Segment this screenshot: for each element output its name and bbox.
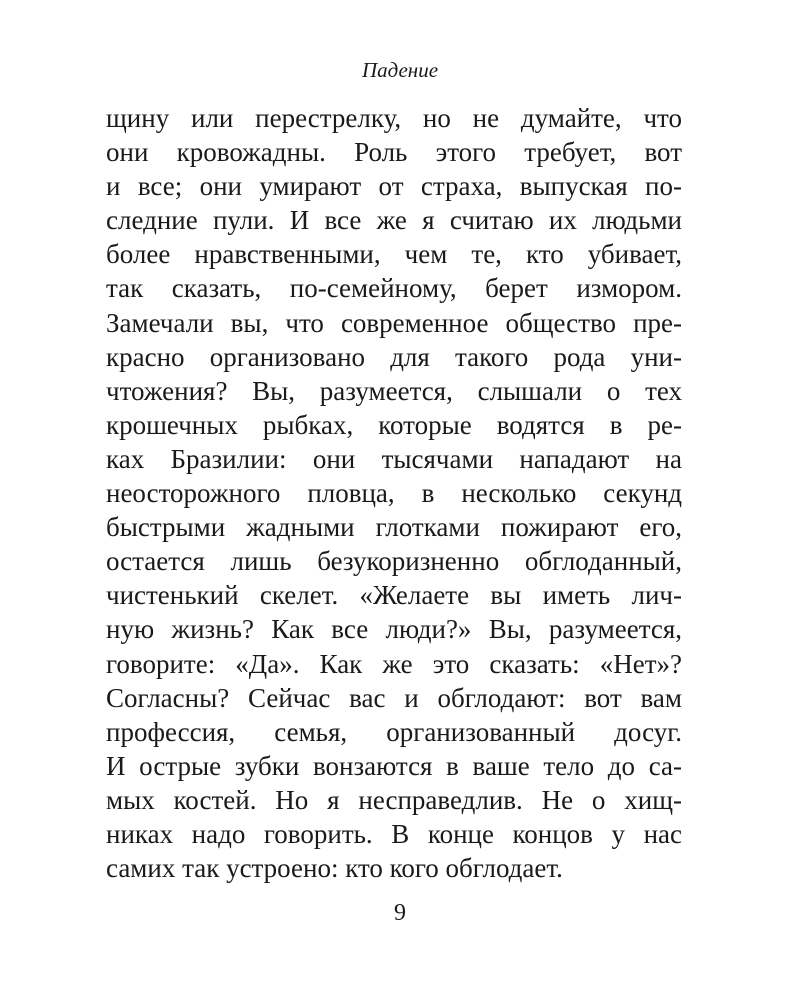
text-line: Замечали вы, что современное общество пре- — [106, 307, 682, 338]
text-line: так сказать, по-семейному, берет измором. — [106, 273, 682, 304]
body-text — [106, 101, 682, 885]
text-line: щину или перестрелку, но не думайте, что — [106, 103, 682, 133]
text-line: следние пули. И все же я считаю их людьми — [106, 205, 682, 236]
text-line: мых костей. Но я несправедлив. Не о хищ- — [106, 784, 682, 815]
text-line: чистенький скелет. «Желаете вы иметь лич- — [106, 580, 682, 611]
text-line: профессия, семья, организованный досуг. — [106, 716, 682, 747]
text-line: чтожения? Вы, разумеется, слышали о тех — [106, 375, 682, 406]
text-line: Согласны? Сейчас вас и обглодают: вот вам — [106, 682, 682, 713]
text-line: и все; они умирают от страха, выпуская по- — [106, 171, 682, 202]
text-line: быстрыми жадными глотками пожирают его, — [106, 512, 682, 543]
text-line: более нравственными, чем те, кто убивает, — [106, 239, 682, 270]
text-line: остается лишь безукоризненно обглоданный, — [106, 546, 682, 577]
text-line: ную жизнь? Как все люди?» Вы, разумеется, — [106, 614, 682, 645]
text-line: неосторожного пловца, в несколько секунд — [106, 478, 682, 509]
page-number: 9 — [394, 900, 406, 926]
text-line: никах надо говорить. В конце концов у нас — [106, 818, 682, 849]
text-line: И острые зубки вонзаются в ваше тело до са- — [106, 750, 682, 781]
text-line: они кровожадны. Роль этого требует, вот — [106, 137, 682, 168]
text-line: красно организовано для такого рода уни- — [106, 341, 682, 372]
text-line: крошечных рыбках, которые водятся в ре- — [106, 409, 682, 440]
text-line: ках Бразилии: они тысячами нападают на — [106, 443, 682, 474]
text-line-last: самих так устроено: кто кого обглодает. — [106, 853, 563, 884]
running-head-title: Падение — [361, 58, 439, 82]
text-line: говорите: «Да». Как же это сказать: «Нет»? — [106, 648, 682, 679]
